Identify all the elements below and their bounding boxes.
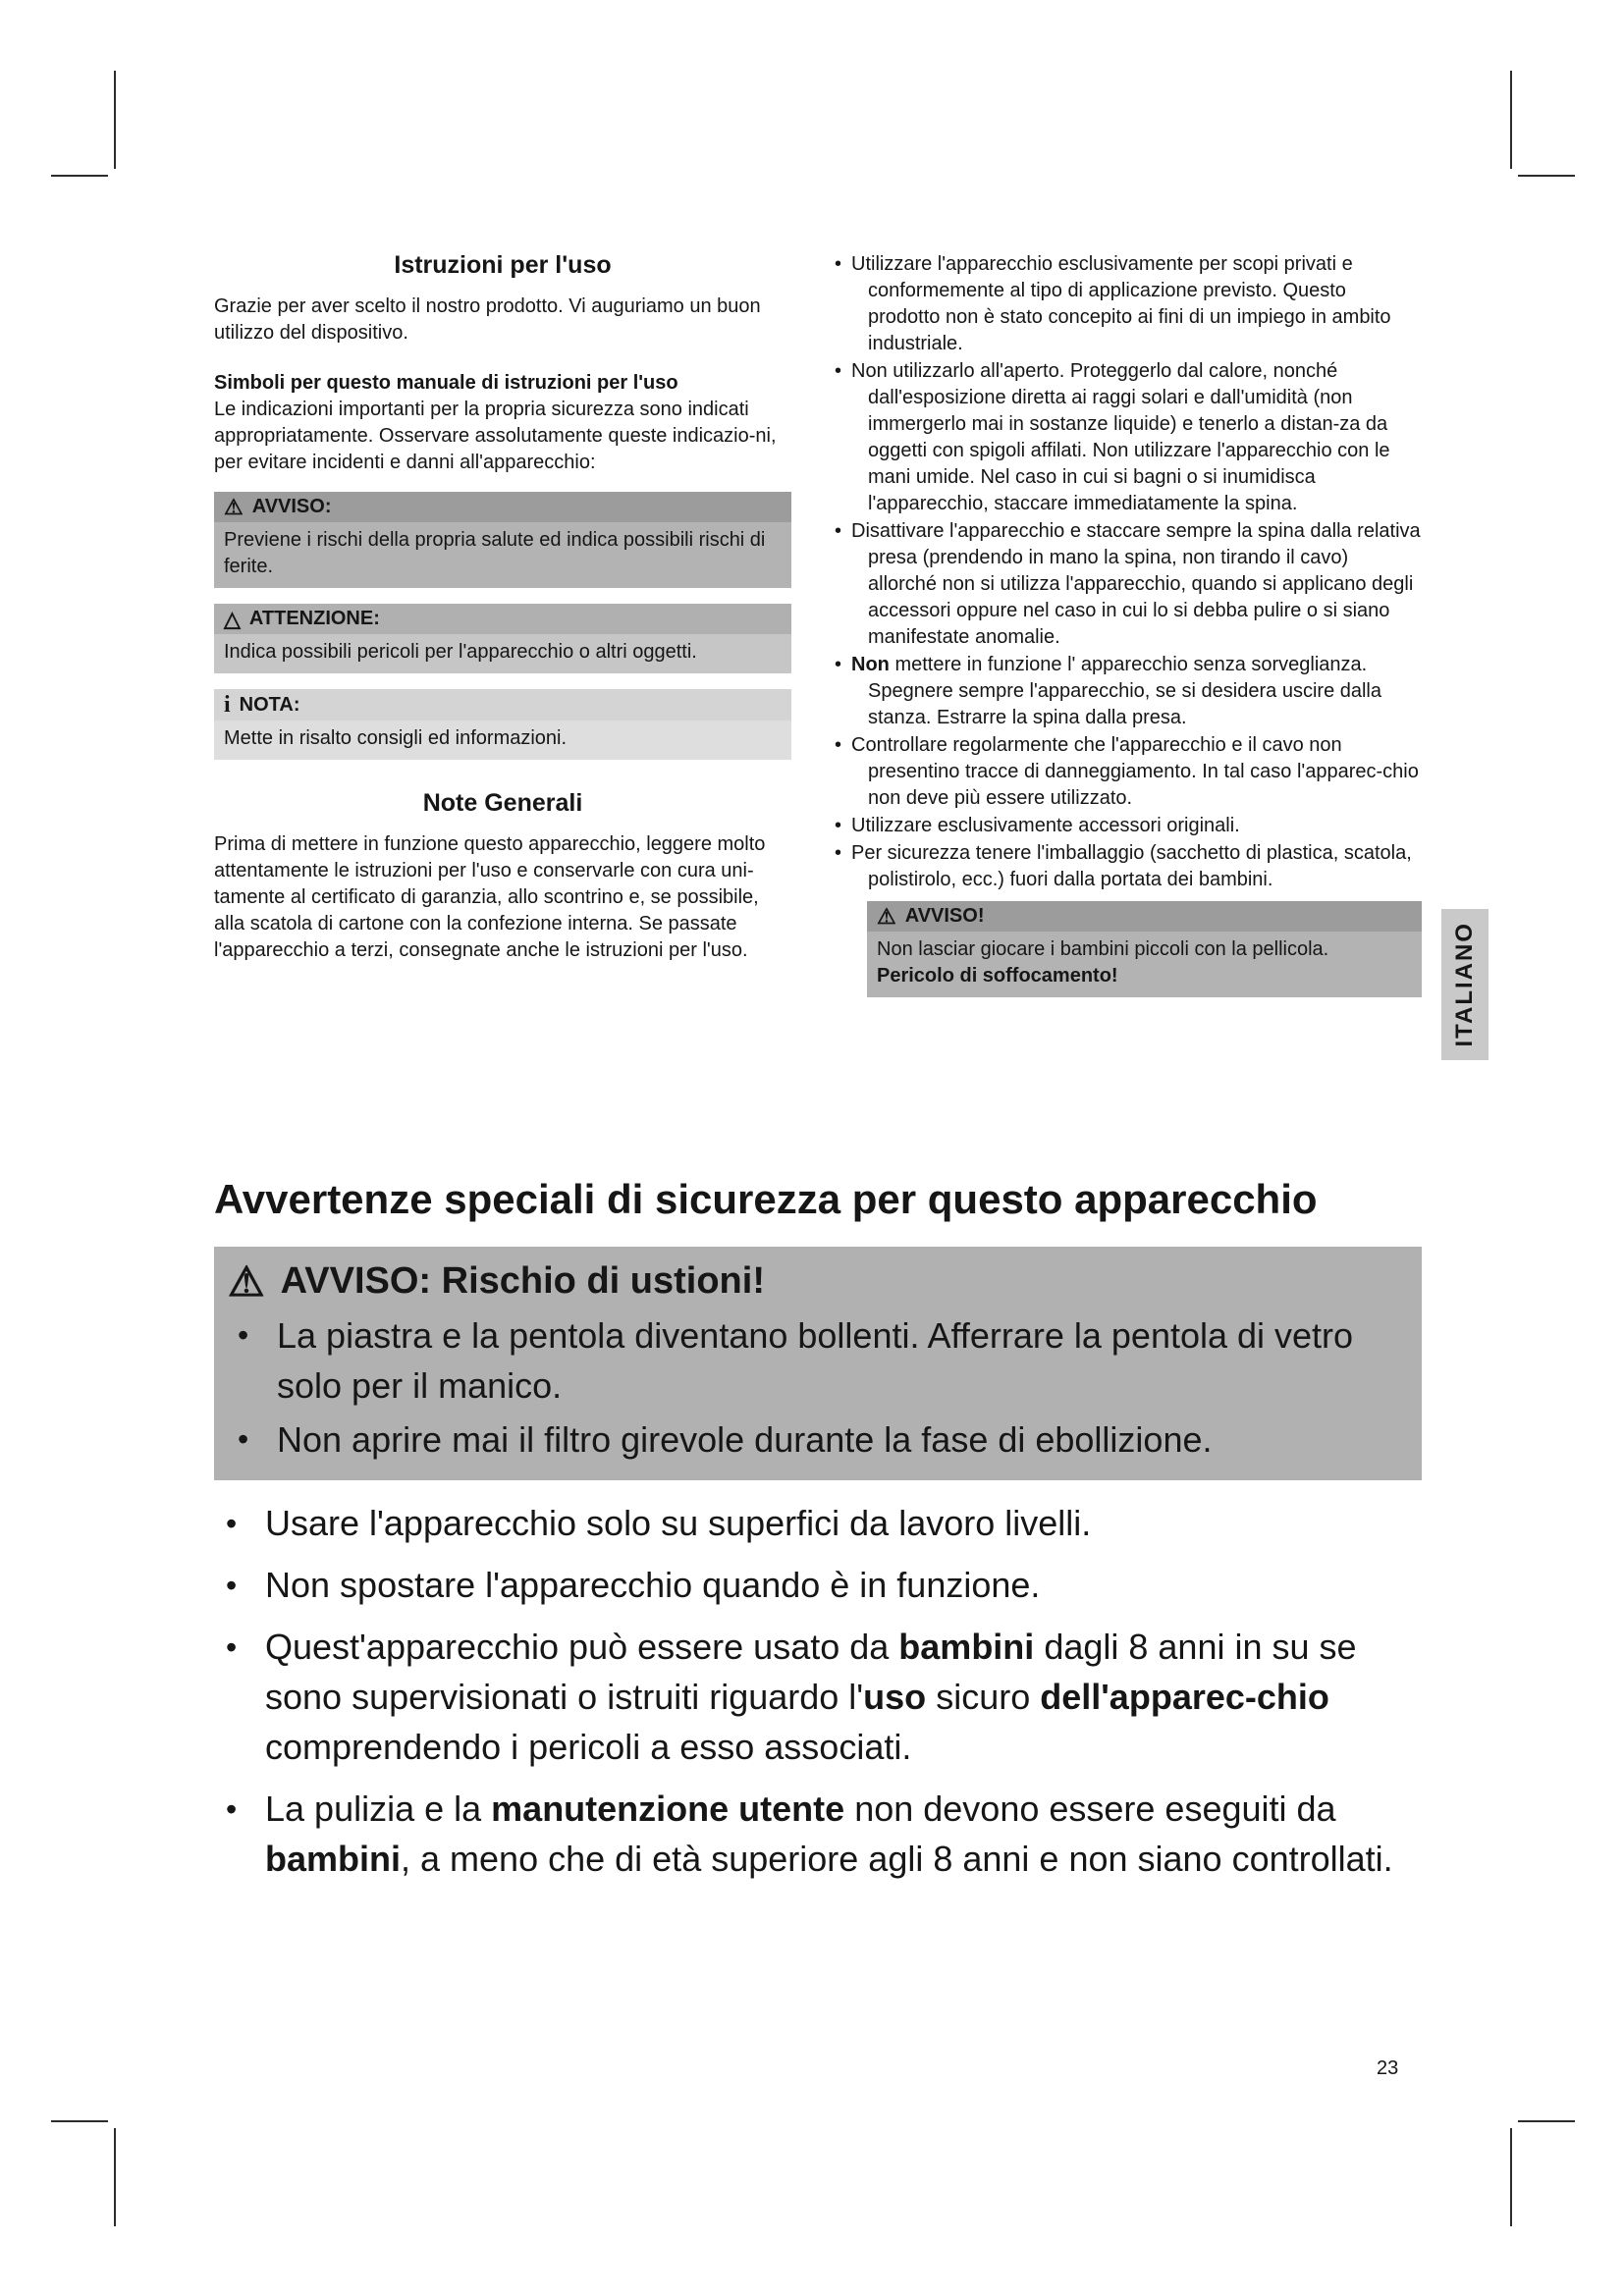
safety-bullet: • Controllare regolarmente che l'apparecchio e il cavo non presentino tracce di danneggiamento. In tal caso l'apparec-chio non deve più essere utilizzato. xyxy=(835,732,1422,812)
right-column xyxy=(835,251,1422,997)
attenzione-box xyxy=(214,604,791,673)
special-bullet: • Non spostare l'apparecchio quando è in funzione. xyxy=(214,1560,1422,1610)
crop-mark xyxy=(1510,2128,1512,2226)
general-notes-heading: Note Generali xyxy=(422,789,583,817)
crop-mark xyxy=(1510,71,1512,169)
special-bullet: • Quest'apparecchio può essere usato da bambini dagli 8 anni in su se sono supervisionati o istruiti riguardo l'uso sicuro dell'apparec-chio comprendendo i pericoli a esso associati. xyxy=(214,1622,1422,1772)
nota-text: Mette in risalto consigli ed informazioni. xyxy=(214,721,791,760)
special-safety-heading: Avvertenze speciali di sicurezza per questo apparecchio xyxy=(214,1176,1318,1222)
safety-bullet: • Per sicurezza tenere l'imballaggio (sacchetto di plastica, scatola, polistirolo, ecc.) fuori dalla portata dei bambini. xyxy=(835,840,1422,893)
burn-risk-bullet: • La piastra e la pentola diventano bollenti. Afferrare la pentola di vetro solo per il manico. xyxy=(226,1310,1404,1411)
avviso-box xyxy=(214,492,791,588)
avviso-label: AVVISO: xyxy=(251,496,332,517)
warning-triangle-icon: ⚠ xyxy=(224,494,244,519)
crop-mark xyxy=(114,71,116,169)
attenzione-text: Indica possibili pericoli per l'apparecchio o altri oggetti. xyxy=(214,634,791,673)
safety-bullet: • Utilizzare esclusivamente accessori originali. xyxy=(835,813,1422,839)
avviso-box-header xyxy=(214,492,791,522)
general-notes-paragraph: Prima di mettere in funzione questo apparecchio, leggere molto attentamente le istruzioni per l'uso e conservarle con cura uni-tamente al certificato di garanzia, allo scontrino e, se possibile, alla scatola di cartone con la confezione interna. Se passate l'apparecchio a terzi, consegnate anche le istruzioni per l'uso. xyxy=(214,833,766,961)
warning-triangle-icon: ⚠ xyxy=(877,903,896,929)
safety-bullet: • Utilizzare l'apparecchio esclusivamente per scopi privati e conformemente al tipo di applicazione previsto. Questo prodotto non è stato concepito ai fini di un impiego in ambito industriale. xyxy=(835,251,1422,357)
safety-bullet: • Non utilizzarlo all'aperto. Proteggerlo dal calore, nonché dall'esposizione diretta ai raggi solari e dall'umidità (non immergerlo mai in sostanze liquide) e tenerlo a distan-za da oggetti con spigoli affilati. Non utilizzare l'apparecchio con le mani umide. Nel caso in cui si bagni o si inumidisca l'apparecchio, staccare immediatamente la spina. xyxy=(835,358,1422,517)
suffocation-warning-header xyxy=(867,901,1422,932)
language-tab-label: ITALIANO xyxy=(1451,922,1478,1047)
burn-risk-warning-header xyxy=(228,1257,1404,1305)
suffocation-warning-box xyxy=(867,901,1422,997)
crop-mark xyxy=(1518,175,1575,177)
crop-mark xyxy=(51,175,108,177)
attenzione-label: ATTENZIONE: xyxy=(248,608,380,629)
info-icon: i xyxy=(224,692,231,718)
suffocation-warning-bold-text: Pericolo di soffocamento! xyxy=(877,965,1118,987)
special-bullet: • La pulizia e la manutenzione utente non devono essere eseguiti da bambini, a meno che di età superiore agli 8 anni e non siano controllati. xyxy=(214,1784,1422,1884)
symbols-paragraph: Le indicazioni importanti per la propria sicurezza sono indicati appropriatamente. Osservare assolutamente queste indicazio-ni, per evitare incidenti e danni all'apparecchio: xyxy=(214,399,777,473)
nota-label: NOTA: xyxy=(239,693,300,716)
crop-mark xyxy=(114,2128,116,2226)
special-bullet-list xyxy=(214,1498,1422,1884)
page-number: 23 xyxy=(1377,2057,1399,2079)
burn-risk-warning-box xyxy=(214,1247,1422,1480)
language-tab-italiano xyxy=(1441,909,1489,1060)
intro-paragraph: Grazie per aver scelto il nostro prodotto. Vi auguriamo un buon utilizzo del dispositivo. xyxy=(214,295,761,344)
nota-box xyxy=(214,689,791,760)
suffocation-warning-body xyxy=(867,932,1422,997)
page-title: Istruzioni per l'uso xyxy=(394,251,612,279)
suffocation-warning-text: Non lasciar giocare i bambini piccoli con la pellicola. xyxy=(877,938,1329,960)
crop-mark xyxy=(51,2120,108,2122)
avviso-text: Previene i rischi della propria salute ed indica possibili rischi di ferite. xyxy=(214,522,791,588)
nota-box-header xyxy=(214,689,791,721)
attenzione-box-header xyxy=(214,604,791,634)
suffocation-warning-label: AVVISO! xyxy=(904,905,985,927)
special-safety-section xyxy=(214,1176,1422,1884)
attention-triangle-icon: △ xyxy=(224,606,241,631)
burn-risk-warning-label: AVVISO: Rischio di ustioni! xyxy=(280,1260,765,1302)
crop-mark xyxy=(1518,2120,1575,2122)
safety-bullet: • Disattivare l'apparecchio e staccare sempre la spina dalla relativa presa (prendendo in mano la spina, non tirando il cavo) allorché non si utilizza l'apparecchio, quando si applicano degli accessori oppure nel caso in cui lo si debba pulire o si siano manifestate anomalie. xyxy=(835,518,1422,651)
two-column-area xyxy=(214,251,1422,997)
burn-risk-bullet: • Non aprire mai il filtro girevole durante la fase di ebollizione. xyxy=(226,1415,1404,1465)
special-bullet: • Usare l'apparecchio solo su superfici da lavoro livelli. xyxy=(214,1498,1422,1548)
symbols-heading: Simboli per questo manuale di istruzioni per l'uso xyxy=(214,372,678,394)
warning-triangle-icon: ⚠ xyxy=(228,1257,265,1305)
left-column xyxy=(214,251,791,997)
safety-bullet: • Non mettere in funzione l' apparecchio senza sorveglianza. Spegnere sempre l'apparecchio, se si desidera uscire dalla stanza. Estrarre la spina dalla presa. xyxy=(835,652,1422,731)
